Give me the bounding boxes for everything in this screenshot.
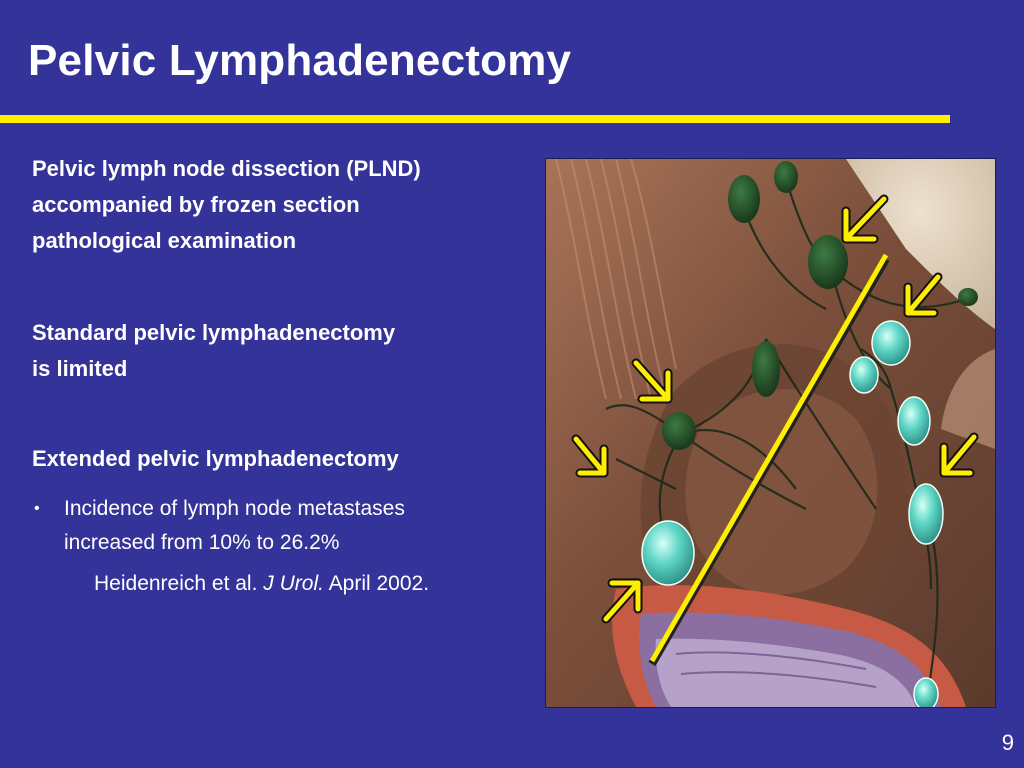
standard-lymphadenectomy-text <box>32 315 552 387</box>
bullet-line-1: Incidence of lymph node metastases <box>64 497 405 520</box>
plnd-description <box>32 151 552 259</box>
slide-title: Pelvic Lymphadenectomy <box>28 36 572 85</box>
page-number: 9 <box>1001 730 1014 755</box>
extended-lymphadenectomy-heading: Extended pelvic lymphadenectomy <box>32 446 399 471</box>
metastases-bullet <box>32 492 532 560</box>
bullet-text <box>64 492 405 560</box>
pelvic-anatomy-illustration <box>545 158 996 708</box>
citation-journal: J Urol. <box>263 572 324 595</box>
standard-line-2: is limited <box>32 356 128 381</box>
standard-line-1: Standard pelvic lymphadenectomy <box>32 320 396 345</box>
title-underline <box>0 115 950 123</box>
citation <box>94 572 429 596</box>
citation-authors: Heidenreich et al. <box>94 572 258 595</box>
plnd-line-1: Pelvic lymph node dissection (PLND) <box>32 156 421 181</box>
bullet-line-2: increased from 10% to 26.2% <box>64 531 340 554</box>
plnd-line-3: pathological examination <box>32 228 297 253</box>
plnd-line-2: accompanied by frozen section <box>32 192 360 217</box>
citation-date: April 2002. <box>328 572 430 595</box>
bullet-icon: • <box>34 500 40 517</box>
